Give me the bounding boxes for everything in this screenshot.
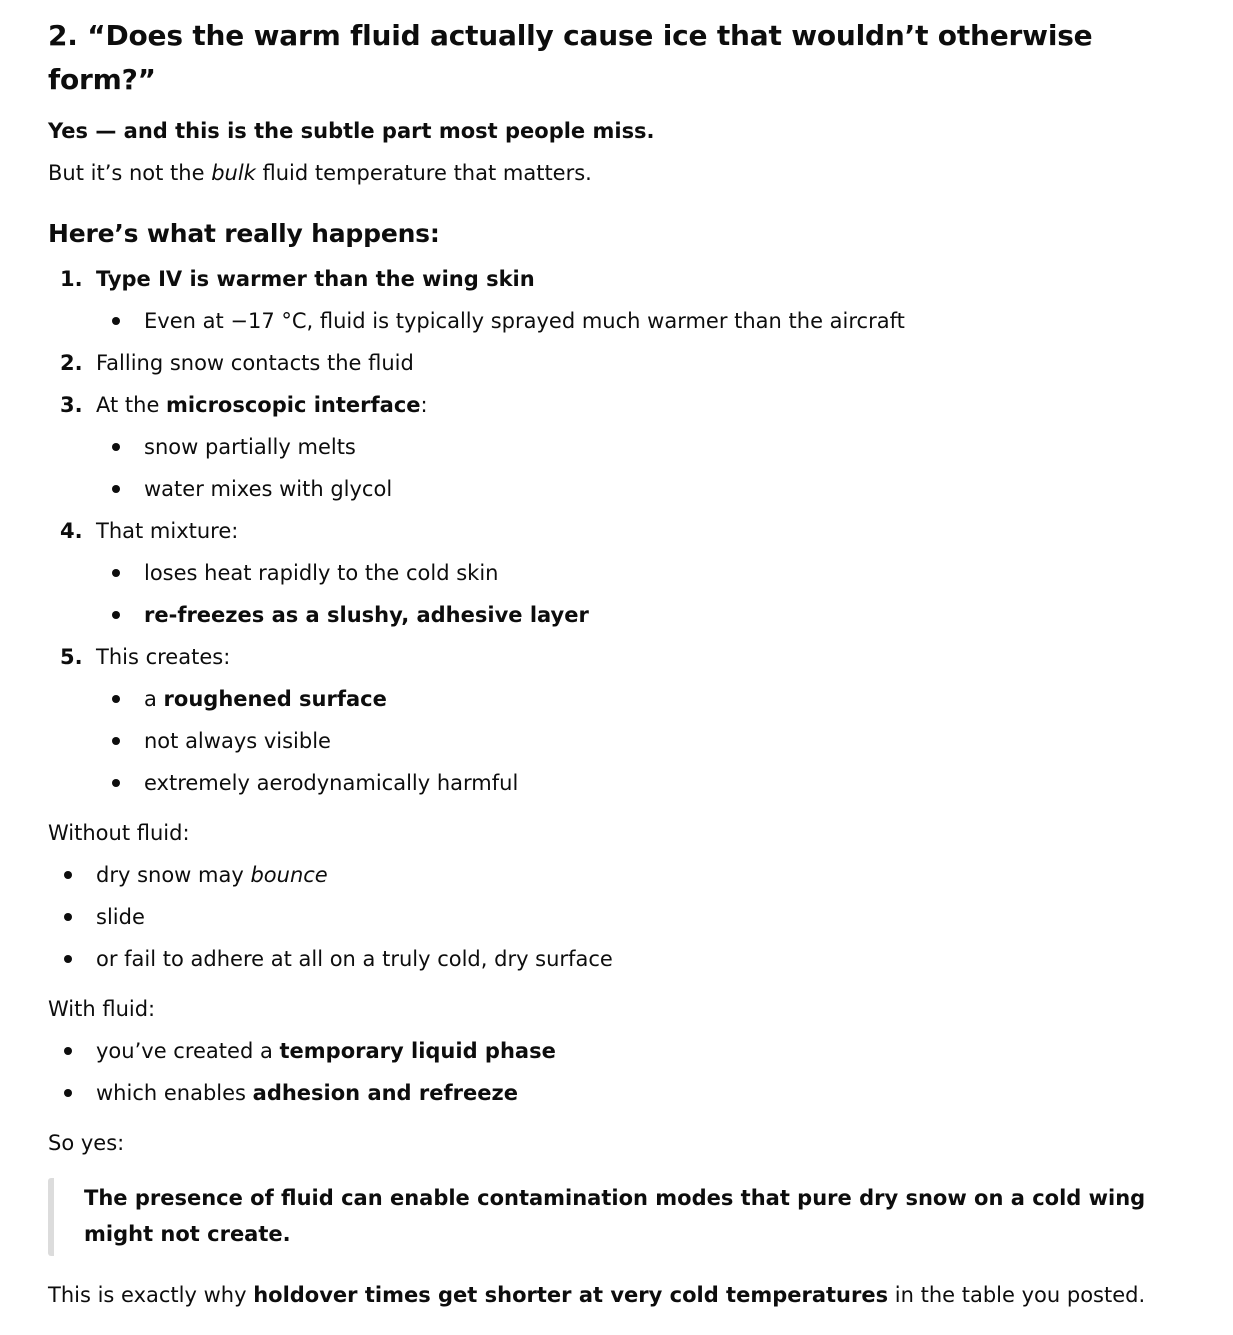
closing-bold: holdover times get shorter at very cold temperatures (253, 1283, 889, 1307)
intro-italic: bulk (211, 161, 256, 185)
blockquote: The presence of fluid can enable contamination modes that pure dry snow on a cold wing might not create. (48, 1178, 1203, 1256)
bullet-text: which enables (96, 1081, 253, 1105)
list-item: water mixes with glycol (96, 468, 1203, 510)
steps-list (48, 258, 1203, 804)
without-label: Without fluid: (48, 821, 190, 845)
so-yes: So yes: (48, 1131, 125, 1155)
step-item (48, 384, 1203, 510)
list-item: snow partially melts (96, 426, 1203, 468)
list-item: slide (48, 896, 1203, 938)
step-text: At the (96, 393, 167, 417)
step-text: Type IV is warmer than the wing skin (96, 267, 535, 291)
step-text: That mixture: (96, 519, 239, 543)
list-item (96, 678, 1203, 720)
subheading: Here’s what really happens: (48, 219, 440, 248)
step-item (48, 636, 1203, 804)
step-item (48, 258, 1203, 342)
step-bullets (96, 678, 1203, 804)
bullet-bold: re-freezes as a slushy, adhesive layer (144, 603, 589, 627)
step-bold: microscopic interface (166, 393, 421, 417)
closing-paragraph (48, 1274, 1203, 1316)
bullet-bold: adhesion and refreeze (252, 1081, 518, 1105)
step-number: 5. (60, 645, 83, 669)
step-number: 2. (60, 351, 83, 375)
step-number: 4. (60, 519, 83, 543)
without-list (48, 854, 1203, 980)
list-item (96, 594, 1203, 636)
step-text: Falling snow contacts the fluid (96, 351, 414, 375)
bullet-bold: temporary liquid phase (279, 1039, 556, 1063)
list-item (48, 1072, 1203, 1114)
bullet-text: a (144, 687, 164, 711)
list-item: not always visible (96, 720, 1203, 762)
step-number: 3. (60, 393, 83, 417)
step-number: 1. (60, 267, 83, 291)
list-item: Even at −17 °C, fluid is typically sprayed much warmer than the aircraft (96, 300, 1203, 342)
step-bullets (96, 426, 1203, 510)
closing-text: This is exactly why (48, 1283, 254, 1307)
intro-paragraph (48, 152, 1203, 194)
bullet-italic: bounce (250, 863, 328, 887)
answer-line (48, 110, 1203, 152)
bullet-text: dry snow may (96, 863, 251, 887)
section-heading: 2. “Does the warm fluid actually cause ice that wouldn’t otherwise form?” (48, 19, 1093, 96)
step-bullets (96, 300, 1203, 342)
with-list (48, 1030, 1203, 1114)
list-item: extremely aerodynamically harmful (96, 762, 1203, 804)
step-item (48, 342, 1203, 384)
bullet-bold: roughened surface (163, 687, 387, 711)
step-item (48, 510, 1203, 636)
answer-bold: Yes — and this is the subtle part most people miss. (48, 119, 655, 143)
closing-text-end: in the table you posted. (888, 1283, 1146, 1307)
list-item: loses heat rapidly to the cold skin (96, 552, 1203, 594)
list-item (48, 854, 1203, 896)
bullet-text: you’ve created a (96, 1039, 280, 1063)
step-bullets (96, 552, 1203, 636)
intro-text-end: fluid temperature that matters. (255, 161, 592, 185)
list-item (48, 1030, 1203, 1072)
step-text-end: : (420, 393, 428, 417)
list-item: or fail to adhere at all on a truly cold, dry surface (48, 938, 1203, 980)
step-text: This creates: (96, 645, 231, 669)
intro-text: But it’s not the (48, 161, 212, 185)
with-label: With fluid: (48, 997, 156, 1021)
